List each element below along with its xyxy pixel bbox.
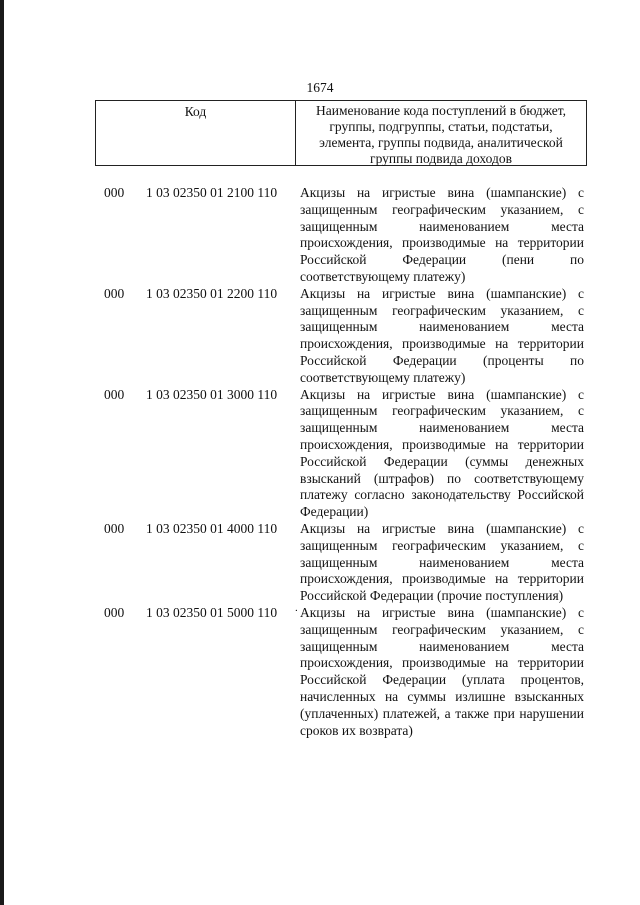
- table-row: [0, 521, 640, 605]
- row-description: Акцизы на игристые вина (шампанские) с защищенным географическим указанием, с защищенным наименованием места происхождения, производимые на территории Российской Федерации (уплата процентов, начисленных на суммы излишне взысканных (уплаченных) платежей, а также при нарушении сроков их возврата): [300, 604, 584, 738]
- row-budget-code: 1 03 02350 01 2200 110: [146, 285, 278, 301]
- row-description: Акцизы на игристые вина (шампанские) с защищенным географическим указанием, с защищенным наименованием места происхождения, производимые на территории Российской Федерации (проценты по соответствующему платежу): [300, 285, 584, 385]
- row-admin-code: 000: [104, 386, 125, 402]
- row-budget-code: 1 03 02350 01 3000 110: [146, 386, 278, 402]
- row-budget-code: 1 03 02350 01 5000 110: [146, 604, 278, 620]
- row-budget-code: 1 03 02350 01 4000 110: [146, 520, 278, 536]
- table-row: [0, 605, 640, 739]
- table-row: [0, 387, 640, 521]
- header-name-cell: Наименование кода поступлений в бюджет, группы, подгруппы, статьи, подстатьи, элемента, группы подвида, аналитической группы подвида доходов: [315, 103, 566, 166]
- table-body: [0, 185, 640, 739]
- page-number: 1674: [306, 80, 334, 95]
- header-code-cell: Код: [96, 101, 296, 165]
- table-row: [0, 185, 640, 286]
- row-admin-code: 000: [104, 604, 125, 620]
- row-description: Акцизы на игристые вина (шампанские) с защищенным географическим указанием, с защищенным наименованием места происхождения, производимые на территории Российской Федерации (прочие поступления): [300, 520, 584, 604]
- row-admin-code: 000: [104, 520, 125, 536]
- row-description: Акцизы на игристые вина (шампанские) с защищенным географическим указанием, с защищенным наименованием места происхождения, производимые на территории Российской Федерации (пени по соответствующему платежу): [300, 185, 584, 284]
- table-header: [95, 100, 587, 166]
- row-description: Акцизы на игристые вина (шампанские) с защищенным географическим указанием, с защищенным наименованием места происхождения, производимые на территории Российской Федерации (суммы денежных взысканий (штрафов) по соответствующему платежу согласно законодательству Российской Федерации): [300, 386, 584, 520]
- scan-artifact-mark: .: [295, 602, 298, 614]
- row-budget-code: 1 03 02350 01 2100 110: [146, 185, 278, 200]
- row-admin-code: 000: [104, 285, 125, 301]
- row-admin-code: 000: [104, 185, 125, 200]
- table-row: [0, 286, 640, 387]
